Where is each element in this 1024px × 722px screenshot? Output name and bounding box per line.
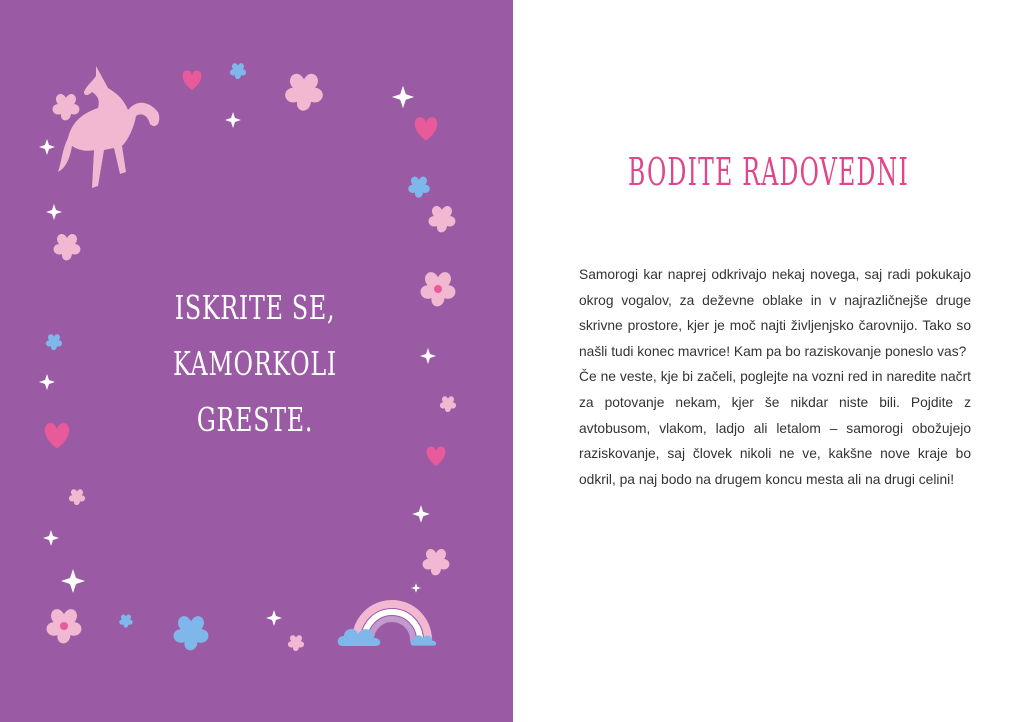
flower-icon [440, 396, 456, 412]
flower-icon [46, 334, 62, 350]
heart-icon [415, 117, 438, 140]
page-title: BODITE RADOVEDNI [627, 150, 910, 194]
flower-icon [423, 549, 450, 575]
flower-icon [429, 206, 456, 232]
star-icon [61, 569, 85, 593]
unicorn-icon [58, 66, 159, 188]
paragraph: Samorogi kar naprej odkrivajo nekaj novega, saj radi pokukajo okrog vogalov, za deževne oblake in v najrazličnejše druge skrivne prostore, kjer je moč najti življenjsko čarovnijo. Tako so našli tudi konec mavrice! Kam pa bo raziskovanje poneslo vas? [579, 267, 971, 359]
right-page [513, 0, 1024, 722]
quote-line: ISKRITE SE, [174, 288, 336, 327]
star-icon [46, 204, 62, 220]
star-icon [411, 583, 421, 593]
star-icon [420, 348, 436, 364]
star-icon [39, 139, 55, 155]
quote-line: GRESTE. [196, 400, 314, 439]
quote-line: KAMORKOLI [173, 344, 337, 383]
flower-icon [288, 635, 304, 651]
body-text [579, 262, 971, 492]
star-icon [39, 374, 55, 390]
star-icon [266, 610, 282, 626]
star-icon [412, 505, 430, 523]
flower-icon [230, 63, 246, 79]
flower-icon [408, 177, 429, 198]
heart-icon [427, 447, 446, 466]
flower-icon [174, 616, 209, 650]
star-icon [392, 86, 414, 108]
quote [95, 280, 415, 448]
heart-icon [45, 423, 69, 448]
flower-icon [119, 614, 132, 627]
heart-icon [183, 71, 202, 90]
paragraph: Če ne veste, kje bi začeli, poglejte na vozni red in naredite načrt za potovanje nekam, kjer še nikdar niste bili. Pojdite z avtobusom, vlakom, ladjo ali letalom – samorogi obožujejo raziskovanje, saj človek nikoli ne ve, kakšne nove kraje bo odkril, pa naj bodo na drugem koncu mesta ali na drugi celini! [579, 369, 971, 487]
star-icon [43, 530, 59, 546]
flower-icon [54, 234, 81, 260]
flower-icon [53, 94, 80, 120]
flower-icon [285, 74, 323, 111]
star-icon [225, 112, 241, 128]
flower-icon [69, 489, 85, 505]
